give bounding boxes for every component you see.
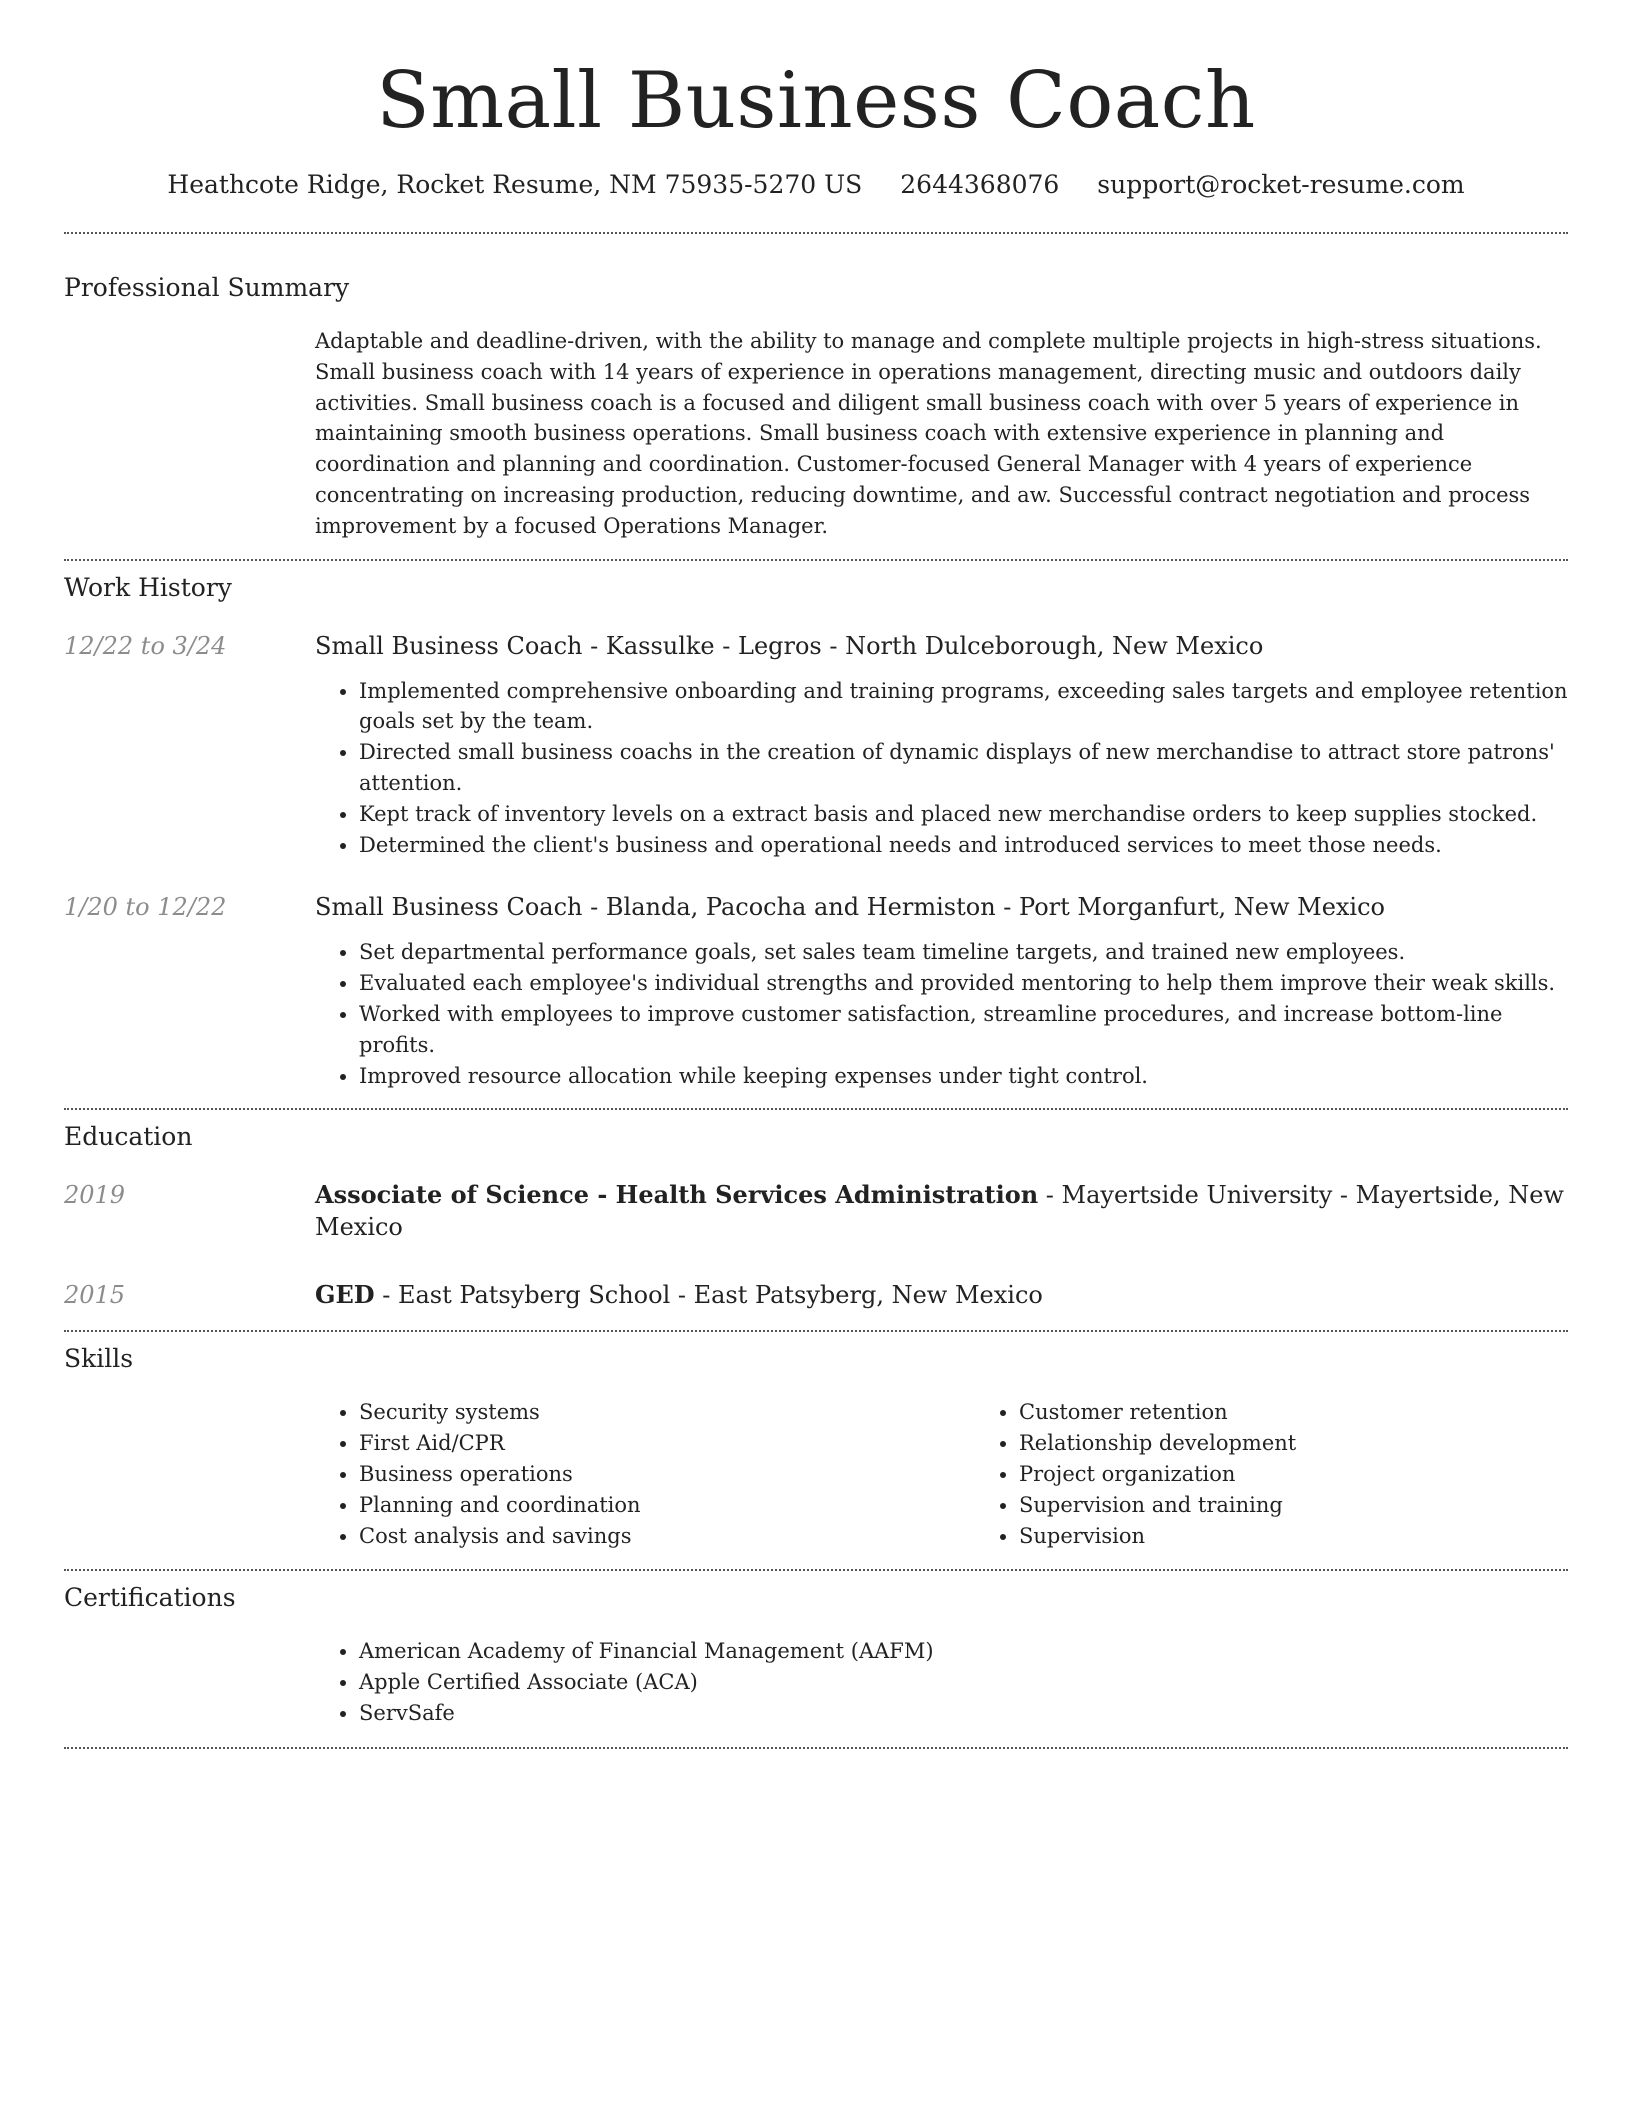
list-item: • Improved resource allocation while keeping expenses under tight control. <box>359 1061 1568 1092</box>
certifications-section <box>64 1582 1568 1728</box>
skills-list-right <box>975 1397 1632 1551</box>
section-title-education: Education <box>64 1122 193 1152</box>
list-item: • Evaluated each employee's individual strengths and provided mentoring to help them improve their weak skills. <box>359 968 1568 999</box>
list-item: • Security systems <box>359 1397 975 1428</box>
list-item: • Project organization <box>1019 1459 1632 1490</box>
resume-page <box>64 0 1568 1749</box>
summary-spacer <box>64 326 315 542</box>
candidate-name: Small Business Coach <box>376 56 1256 146</box>
education-school: - Mayertside University - Mayertside, New Mexico <box>315 1181 1564 1242</box>
job-bullets <box>315 676 1568 861</box>
contact-address: Heathcote Ridge, Rocket Resume, NM 75935-5270 US <box>167 170 863 199</box>
list-item: • American Academy of Financial Management (AAFM) <box>359 1636 1568 1667</box>
list-item: • Implemented comprehensive onboarding and training programs, exceeding sales targets and employee retention goals set by the team. <box>359 676 1568 738</box>
list-item: • Worked with employees to improve customer satisfaction, streamline procedures, and increase bottom-line profits. <box>359 999 1568 1061</box>
certifications-divider <box>64 1747 1568 1749</box>
contact-phone: 2644368076 <box>900 170 1060 199</box>
list-item: • Cost analysis and savings <box>359 1521 975 1552</box>
section-title-certifications: Certifications <box>64 1583 236 1613</box>
skills-section <box>64 1343 1568 1551</box>
list-item: • Directed small business coachs in the creation of dynamic displays of new merchandise to attract store patrons' attention. <box>359 737 1568 799</box>
job-bullets <box>315 937 1568 1091</box>
job-title: Small Business Coach - Kassulke - Legros - North Dulceborough, New Mexico <box>315 631 1264 660</box>
summary-section <box>64 272 1568 542</box>
list-item: • Supervision <box>1019 1521 1632 1552</box>
skills-grid <box>315 1397 1632 1551</box>
section-title-work: Work History <box>64 572 232 602</box>
header-divider <box>64 232 1568 234</box>
work-divider <box>64 1108 1568 1110</box>
skills-spacer <box>64 1397 315 1551</box>
list-item: • Set departmental performance goals, set sales team timeline targets, and trained new employees. <box>359 937 1568 968</box>
education-degree: Associate of Science - Health Services Administration <box>315 1180 1039 1210</box>
job-title: Small Business Coach - Blanda, Pacocha and Hermiston - Port Morganfurt, New Mexico <box>315 893 1385 922</box>
list-item: • First Aid/CPR <box>359 1428 975 1459</box>
education-year: 2015 <box>64 1281 126 1310</box>
education-divider <box>64 1330 1568 1332</box>
certifications-spacer <box>64 1636 315 1728</box>
job-dates: 1/20 to 12/22 <box>64 893 227 922</box>
contact-email: support@rocket-resume.com <box>1097 170 1465 199</box>
work-section <box>64 572 1568 1092</box>
education-year: 2019 <box>64 1181 126 1210</box>
job-dates: 12/22 to 3/24 <box>64 631 227 660</box>
section-title-skills: Skills <box>64 1344 134 1374</box>
job-entry <box>64 630 1568 861</box>
list-item: • Apple Certified Associate (ACA) <box>359 1667 1568 1698</box>
list-item: • ServSafe <box>359 1698 1568 1729</box>
education-school: - East Patsyberg School - East Patsyberg, New Mexico <box>374 1281 1043 1310</box>
section-title-summary: Professional Summary <box>64 273 350 302</box>
job-entry <box>64 891 1568 1091</box>
skills-list-left <box>315 1397 975 1551</box>
list-item: • Relationship development <box>1019 1428 1632 1459</box>
list-item: • Determined the client's business and operational needs and introduced services to meet those needs. <box>359 830 1568 861</box>
certifications-list <box>315 1636 1568 1728</box>
list-item: • Supervision and training <box>1019 1490 1632 1521</box>
list-item: • Planning and coordination <box>359 1490 975 1521</box>
skills-divider <box>64 1569 1568 1571</box>
list-item: • Business operations <box>359 1459 975 1490</box>
summary-text: Adaptable and deadline-driven, with the ability to manage and complete multiple projects in high-stress situations. Small business coach with 14 years of experience in operations management, directing music and outdoors daily activities. Small business coach is a focused and diligent small business coach with over 5 years of experience in maintaining smooth business operations. Small business coach with extensive experience in planning and coordination and planning and coordination. Customer-focused General Manager with 4 years of experience concentrating on increasing production, reducing downtime, and aw. Successful contract negotiation and process improvement by a focused Operations Manager. <box>315 329 1542 538</box>
education-entry <box>64 1179 1568 1243</box>
education-section <box>64 1121 1568 1311</box>
list-item: • Kept track of inventory levels on a extract basis and placed new merchandise orders to keep supplies stocked. <box>359 799 1568 830</box>
summary-divider <box>64 559 1568 561</box>
list-item: • Customer retention <box>1019 1397 1632 1428</box>
education-entry <box>64 1279 1568 1311</box>
contact-line <box>64 168 1568 202</box>
education-degree: GED <box>315 1280 375 1310</box>
